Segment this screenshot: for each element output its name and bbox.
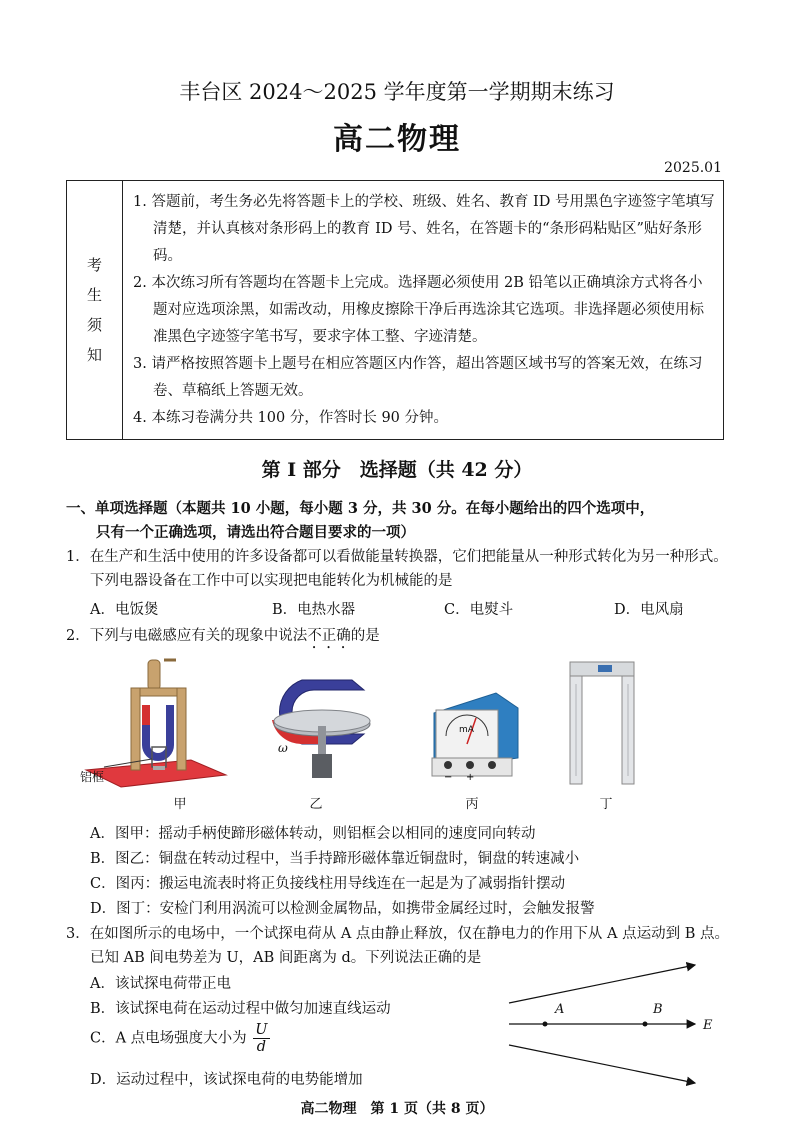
q2-option-c: C．图丙：搬运电流表时将正负接线柱用导线连在一起是为了减弱指针摆动 [90,876,566,892]
figure-caption-yi: 乙 [309,797,323,812]
field-line [509,965,695,1003]
q1-option-a: A．电饭煲 [90,602,159,618]
field-e-label: E [703,1018,713,1033]
figure-caption-bing: 丙 [465,797,479,812]
q3-option-c [90,1022,270,1055]
section-heading-line: 只有一个正确选项，请选出符合题目要求的一项） [96,524,415,541]
point-b-label: B [653,1002,663,1017]
point-a [543,1022,548,1027]
fraction-numerator: U [255,1022,268,1038]
minus-label: − [444,772,453,783]
exam-date: 2025.01 [664,160,722,176]
question-2 [66,624,730,652]
question-stem: 的是 [350,628,380,644]
figure-jia [76,655,236,790]
figure-caption-jia: 甲 [173,797,187,812]
emphasis-text: 不正确 [307,628,351,644]
notice-item: 4. 本练习卷满分共 100 分，作答时长 90 分钟。 [133,410,449,426]
notice-label [67,181,123,439]
lvkuang-label: 铝框 [80,770,105,784]
figure-bing [426,688,526,783]
question-stem: 1．在生产和生活中使用的许多设备都可以看做能量转换器，它们把能量从一种形式转化为另一种形式。下列电器设备在工作中可以实现把电能转化为机械能的是 [66,549,728,589]
question-1 [66,545,730,593]
electric-field-diagram [505,955,725,1090]
point-b [643,1022,648,1027]
notice-label-char: 须 [86,316,102,334]
notice-item: 3. 请严格按照答题卡上题号在相应答题区内作答，超出答题区域书写的答案无效，在练习卷、草稿纸上答题无效。 [133,356,703,399]
omega-label: ω [278,741,288,755]
notice-label-char: 考 [86,256,102,274]
plus-label: + [466,772,475,783]
question-stem: 3．在如图所示的电场中，一个试探电荷从 A 点由静止释放，仅在静电力的作用下从 A 点运动到 B 点。已知 AB 间电势差为 U，AB 间距离为 d。下列说法正确的是 [66,926,729,966]
page-footer: 高二物理 第 1 页（共 8 页） [300,1101,494,1117]
question-stem: 2．下列与电磁感应有关的现象中说法 [66,628,308,644]
fraction-denominator: d [256,1039,267,1055]
part-heading: 第 I 部分 选择题（共 42 分） [261,459,533,481]
q1-option-b: B．电热水器 [272,602,356,618]
q3-option-a: A．该试探电荷带正电 [90,976,231,992]
section-heading [66,497,730,545]
q3-option-c-text: C．A 点电场强度大小为 [90,1030,247,1047]
notice-list [133,189,717,432]
section-heading-line: 一、单项选择题（本题共 10 小题，每小题 3 分，共 30 分。在每小题给出的四个选项中， [66,500,655,517]
fraction-u-over-d [253,1022,269,1055]
notice-label-char: 生 [86,286,102,304]
field-line [509,1045,695,1083]
q1-option-d: D．电风扇 [614,602,684,618]
point-a-label: A [555,1002,565,1017]
ma-label: mA [459,725,474,735]
notice-item: 2. 本次练习所有答题均在答题卡上完成。选择题必须使用 2B 铅笔以正确填涂方式将各小题对应选项涂黑，如需改动，用橡皮擦除干净后再选涂其它选项。非选择题必须使用标准黑色字迹签字笔书写，要求字体工整、字迹清楚。 [133,275,704,345]
notice-label-char: 知 [86,346,102,364]
exam-title: 丰台区 2024～2025 学年度第一学期期末练习 [179,80,615,104]
notice-item: 1. 答题前，考生务必先将答题卡上的学校、班级、姓名、教育 ID 号用黑色字迹签字笔填写清楚，并认真核对条形码上的教育 ID 号、姓名，在答题卡的“条形码粘贴区”贴好条形码。 [133,194,715,264]
figure-caption-ding: 丁 [599,797,613,812]
q3-option-d: D．运动过程中，该试探电荷的电势能增加 [90,1072,363,1088]
subject-title: 高二物理 [333,122,461,157]
q1-option-c: C．电熨斗 [444,602,514,618]
notice-box [66,180,724,440]
q2-option-b: B．图乙：铜盘在转动过程中，当手持蹄形磁体靠近铜盘时，铜盘的转速减小 [90,851,580,867]
q3-option-b: B．该试探电荷在运动过程中做匀加速直线运动 [90,1001,391,1017]
figure-ding [566,658,642,788]
q2-option-d: D．图丁：安检门利用涡流可以检测金属物品，如携带金属经过时，会触发报警 [90,901,595,917]
q2-option-a: A．图甲：摇动手柄使蹄形磁体转动，则铝框会以相同的速度同向转动 [90,826,536,842]
figure-yi [262,668,372,788]
